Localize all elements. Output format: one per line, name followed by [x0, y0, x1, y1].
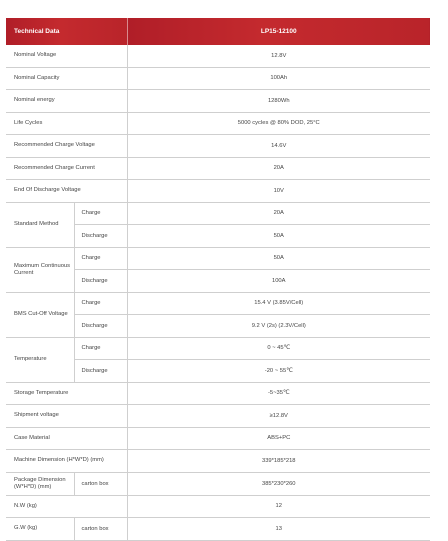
row-value: 5000 cycles @ 80% DOD, 25°C [127, 112, 430, 135]
row-sub-label: Discharge [74, 360, 127, 383]
row-label: Shipment voltage [6, 405, 127, 428]
row-recommended-charge-voltage [6, 135, 430, 158]
table-header-row [6, 18, 430, 45]
row-label: G.W (kg) [6, 518, 74, 541]
row-standard-method-charge [6, 202, 430, 225]
row-value: -20 ~ 55℃ [127, 360, 430, 383]
row-label: Case Material [6, 427, 127, 450]
technical-data-sheet [6, 18, 430, 541]
row-value: 12.8V [127, 45, 430, 67]
row-value: 20A [127, 202, 430, 225]
row-value: -5~35℃ [127, 382, 430, 405]
row-value: ≥12.8V [127, 405, 430, 428]
row-package-dimension [6, 472, 430, 495]
row-storage-temperature [6, 382, 430, 405]
row-value: 13 [127, 518, 430, 541]
row-value: 0 ~ 45℃ [127, 337, 430, 360]
row-value: 100Ah [127, 67, 430, 90]
row-bms-cutoff-voltage-charge [6, 292, 430, 315]
row-label: N.W (kg) [6, 495, 127, 518]
row-value: 15.4 V (3.85V/Cell) [127, 292, 430, 315]
row-gross-weight [6, 518, 430, 541]
row-sub-label: carton box [74, 472, 127, 495]
row-value: 14.6V [127, 135, 430, 158]
row-shipment-voltage [6, 405, 430, 428]
row-label: Storage Temperature [6, 382, 127, 405]
row-life-cycles [6, 112, 430, 135]
row-label: Maximum Continuous Current [6, 247, 74, 292]
row-sub-label: Charge [74, 247, 127, 270]
row-value: 385*230*260 [127, 472, 430, 495]
row-value: ABS+PC [127, 427, 430, 450]
row-recommended-charge-current [6, 157, 430, 180]
row-sub-label: Discharge [74, 270, 127, 293]
row-sub-label: Charge [74, 202, 127, 225]
row-sub-label: Charge [74, 337, 127, 360]
row-sub-label: Charge [74, 292, 127, 315]
row-value: 12 [127, 495, 430, 518]
row-value: 10V [127, 180, 430, 203]
row-value: 339*185*218 [127, 450, 430, 473]
row-sub-label: Discharge [74, 225, 127, 248]
row-label: Recommended Charge Current [6, 157, 127, 180]
row-label: Nominal energy [6, 90, 127, 113]
row-value: 100A [127, 270, 430, 293]
row-value: 1280Wh [127, 90, 430, 113]
row-label: Nominal Voltage [6, 45, 127, 67]
row-value: 50A [127, 247, 430, 270]
row-label: BMS Cut-Off Voltage [6, 292, 74, 337]
row-nominal-energy [6, 90, 430, 113]
header-model: LP15-12100 [127, 18, 430, 45]
row-temperature-charge [6, 337, 430, 360]
row-label: Life Cycles [6, 112, 127, 135]
row-machine-dimension [6, 450, 430, 473]
row-label: Recommended Charge Voltage [6, 135, 127, 158]
row-value: 20A [127, 157, 430, 180]
header-label: Technical Data [6, 18, 127, 45]
row-value: 50A [127, 225, 430, 248]
row-case-material [6, 427, 430, 450]
row-label: Package Dimension (W*H*D) (mm) [6, 472, 74, 495]
row-end-of-discharge-voltage [6, 180, 430, 203]
row-label: Nominal Capacity [6, 67, 127, 90]
row-label: Standard Method [6, 202, 74, 247]
row-sub-label: Discharge [74, 315, 127, 338]
row-label: Machine Dimension (H*W*D) (mm) [6, 450, 127, 473]
row-label: Temperature [6, 337, 74, 382]
row-sub-label: carton box [74, 518, 127, 541]
row-nominal-capacity [6, 67, 430, 90]
technical-data-table [6, 18, 430, 541]
row-value: 9.2 V (2s) (2.3V/Cell) [127, 315, 430, 338]
row-nominal-voltage [6, 45, 430, 67]
row-max-continuous-current-charge [6, 247, 430, 270]
row-net-weight [6, 495, 430, 518]
row-label: End Of Discharge Voltage [6, 180, 127, 203]
